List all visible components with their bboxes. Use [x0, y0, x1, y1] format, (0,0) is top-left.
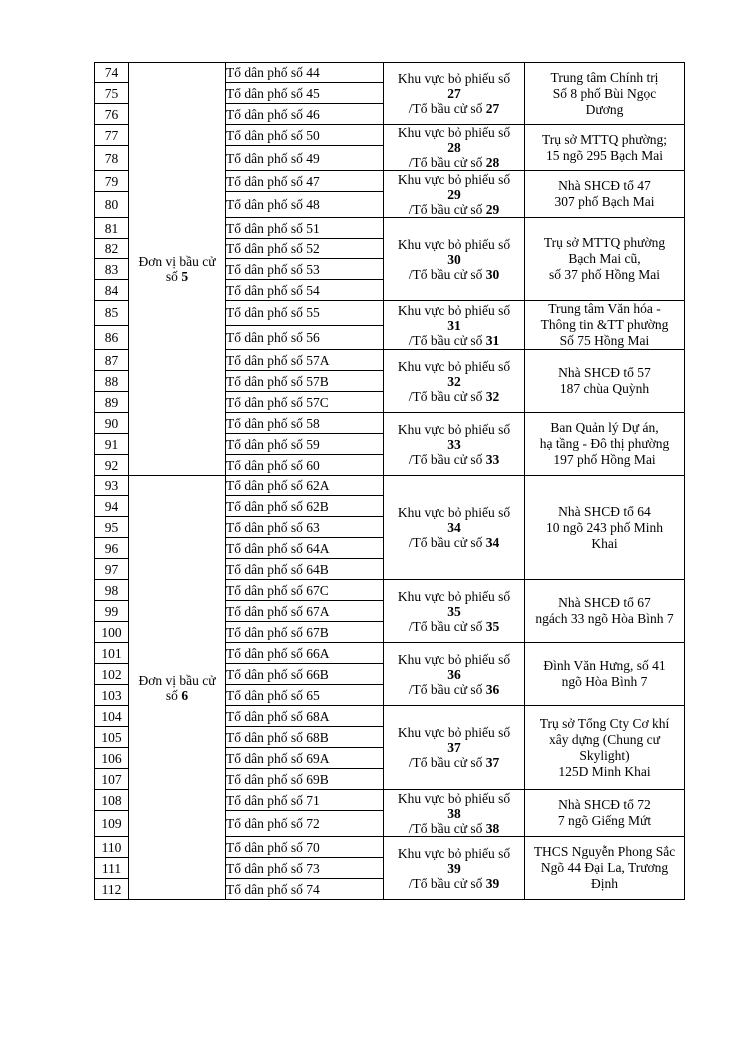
voting-area — [384, 218, 525, 301]
row-number: 94 — [95, 496, 129, 517]
residential-group: Tổ dân phố số 47 — [226, 171, 384, 192]
voting-location-line: Đình Văn Hưng, số 41 — [543, 658, 666, 673]
voting-location-line: Trụ sở MTTQ phường — [543, 235, 666, 250]
residential-group: Tổ dân phố số 74 — [226, 879, 384, 900]
residential-group: Tổ dân phố số 70 — [226, 837, 384, 858]
booth-number: 31 — [485, 332, 500, 348]
residential-group: Tổ dân phố số 59 — [226, 434, 384, 455]
voting-area-label: Khu vực bỏ phiếu số — [397, 725, 511, 740]
voting-location — [525, 301, 685, 350]
voting-location-line: Nhà SHCĐ tổ 64 — [558, 503, 651, 519]
voting-area-label: Khu vực bỏ phiếu số — [397, 651, 511, 667]
row-number: 76 — [95, 104, 129, 125]
residential-group: Tổ dân phố số 51 — [226, 218, 384, 239]
voting-location — [525, 706, 685, 790]
residential-group: Tổ dân phố số 57B — [226, 371, 384, 392]
voting-area-number: 27 — [447, 86, 461, 101]
voting-location-line: Khai — [591, 535, 618, 551]
residential-group: Tổ dân phố số 54 — [226, 280, 384, 301]
row-number: 88 — [95, 371, 129, 392]
voting-location — [525, 790, 685, 837]
election-unit — [129, 63, 226, 476]
voting-location — [525, 63, 685, 125]
table-body — [95, 63, 685, 900]
row-number: 74 — [95, 63, 129, 83]
booth-label: /Tổ bầu cử số — [408, 618, 483, 634]
row-number: 108 — [95, 790, 129, 811]
booth-label: /Tổ bầu cử số — [408, 875, 483, 891]
voting-area-number: 37 — [447, 740, 461, 755]
voting-location-line: Số 8 phố Bùi Ngọc — [552, 85, 657, 101]
voting-location — [525, 837, 685, 900]
voting-location — [525, 643, 685, 706]
voting-location-line: hạ tầng - Đô thị phường — [539, 436, 670, 451]
voting-location — [525, 580, 685, 643]
residential-group: Tổ dân phố số 45 — [226, 83, 384, 104]
election-unit-number: 6 — [181, 687, 189, 703]
row-number: 77 — [95, 125, 129, 146]
row-number: 98 — [95, 580, 129, 601]
booth-label: /Tổ bầu cử số — [408, 332, 483, 348]
election-unit-label: Đơn vị bầu cử — [138, 672, 216, 688]
booth-label: /Tổ bầu cử số — [408, 755, 483, 770]
table-row — [95, 476, 685, 496]
voting-area-number: 31 — [447, 317, 461, 333]
row-number: 85 — [95, 301, 129, 326]
booth-number: 35 — [485, 618, 500, 634]
booth-label: /Tổ bầu cử số — [408, 266, 483, 282]
voting-location-line: Số 75 Hồng Mai — [559, 333, 650, 348]
residential-group: Tổ dân phố số 66A — [226, 643, 384, 664]
residential-group: Tổ dân phố số 60 — [226, 455, 384, 476]
row-number: 91 — [95, 434, 129, 455]
booth-number: 32 — [485, 388, 500, 404]
residential-group: Tổ dân phố số 48 — [226, 192, 384, 218]
voting-location-line: Trung tâm Văn hóa - — [548, 301, 661, 316]
row-number: 96 — [95, 538, 129, 559]
voting-area-label: Khu vực bỏ phiếu số — [397, 171, 511, 187]
voting-area-number: 35 — [447, 603, 461, 619]
residential-group: Tổ dân phố số 68B — [226, 727, 384, 748]
booth-number: 27 — [485, 101, 500, 116]
booth-label: /Tổ bầu cử số — [408, 535, 483, 550]
voting-location — [525, 413, 685, 476]
voting-area-label: Khu vực bỏ phiếu số — [397, 845, 511, 861]
voting-area-number: 38 — [447, 805, 461, 821]
voting-area-label: Khu vực bỏ phiếu số — [397, 421, 511, 437]
residential-group: Tổ dân phố số 64B — [226, 559, 384, 580]
residential-group: Tổ dân phố số 71 — [226, 790, 384, 811]
voting-area — [384, 580, 525, 643]
voting-location-line: Dương — [585, 101, 624, 117]
voting-location-line: 307 phố Bạch Mai — [554, 194, 655, 209]
voting-area-label: Khu vực bỏ phiếu số — [397, 302, 511, 318]
residential-group: Tổ dân phố số 73 — [226, 858, 384, 879]
row-number: 81 — [95, 218, 129, 239]
voting-location-line: Trụ sở MTTQ phường; — [542, 131, 667, 147]
booth-number: 39 — [485, 875, 500, 891]
booth-label: /Tổ bầu cử số — [408, 201, 483, 217]
voting-area-label: Khu vực bỏ phiếu số — [397, 588, 511, 604]
voting-location-line: xây dựng (Chung cư — [549, 731, 660, 747]
voting-area-number: 36 — [447, 666, 461, 682]
row-number: 104 — [95, 706, 129, 727]
voting-area-number: 33 — [447, 436, 461, 452]
residential-group: Tổ dân phố số 57A — [226, 350, 384, 371]
voting-area-number: 30 — [447, 251, 461, 267]
row-number: 109 — [95, 811, 129, 837]
voting-location-line: ngách 33 ngõ Hòa Bình 7 — [535, 611, 674, 626]
residential-group: Tổ dân phố số 67B — [226, 622, 384, 643]
voting-area — [384, 837, 525, 900]
row-number: 103 — [95, 685, 129, 706]
voting-area-number: 39 — [447, 860, 461, 876]
row-number: 100 — [95, 622, 129, 643]
booth-number: 28 — [485, 155, 500, 170]
booth-number: 38 — [485, 820, 500, 836]
voting-location-line: Trụ sở Tổng Cty Cơ khí — [539, 715, 670, 731]
voting-location — [525, 171, 685, 218]
booth-number: 30 — [485, 266, 500, 282]
residential-group: Tổ dân phố số 53 — [226, 259, 384, 280]
booth-number: 37 — [485, 755, 500, 770]
row-number: 105 — [95, 727, 129, 748]
voting-location-line: 197 phố Hồng Mai — [553, 452, 656, 467]
row-number: 75 — [95, 83, 129, 104]
voting-location-line: 10 ngõ 243 phố Minh — [545, 519, 663, 535]
voting-location-line: Thông tin &TT phường — [540, 317, 669, 332]
voting-districts-table — [94, 62, 685, 900]
residential-group: Tổ dân phố số 52 — [226, 239, 384, 259]
row-number: 79 — [95, 171, 129, 192]
voting-location-line: Nhà SHCĐ tổ 57 — [558, 365, 651, 380]
voting-location-line: Nhà SHCĐ tổ 47 — [558, 178, 651, 193]
voting-location — [525, 476, 685, 580]
voting-location-line: 187 chùa Quỳnh — [559, 381, 650, 396]
row-number: 87 — [95, 350, 129, 371]
row-number: 112 — [95, 879, 129, 900]
row-number: 106 — [95, 748, 129, 769]
voting-area-number: 28 — [447, 140, 461, 155]
residential-group: Tổ dân phố số 66B — [226, 664, 384, 685]
residential-group: Tổ dân phố số 56 — [226, 325, 384, 350]
voting-location-line: Ngõ 44 Đại La, Trương — [540, 860, 669, 875]
voting-location-line: Trung tâm Chính trị — [550, 69, 659, 85]
residential-group: Tổ dân phố số 68A — [226, 706, 384, 727]
voting-location-line: Nhà SHCĐ tổ 72 — [558, 797, 651, 812]
booth-label: /Tổ bầu cử số — [408, 155, 483, 170]
booth-label: /Tổ bầu cử số — [408, 388, 483, 404]
voting-location — [525, 218, 685, 301]
voting-area-label: Khu vực bỏ phiếu số — [397, 505, 511, 520]
voting-area-number: 32 — [447, 373, 461, 389]
row-number: 99 — [95, 601, 129, 622]
voting-location-line: Ban Quản lý Dự án, — [550, 420, 659, 435]
row-number: 83 — [95, 259, 129, 280]
booth-number: 33 — [485, 451, 500, 467]
residential-group: Tổ dân phố số 62B — [226, 496, 384, 517]
residential-group: Tổ dân phố số 50 — [226, 125, 384, 146]
voting-area-number: 34 — [447, 520, 461, 535]
voting-area — [384, 643, 525, 706]
residential-group: Tổ dân phố số 62A — [226, 476, 384, 496]
row-number: 101 — [95, 643, 129, 664]
voting-location — [525, 350, 685, 413]
residential-group: Tổ dân phố số 69A — [226, 748, 384, 769]
election-unit-so: số — [165, 269, 178, 284]
residential-group: Tổ dân phố số 64A — [226, 538, 384, 559]
voting-area — [384, 171, 525, 218]
row-number: 80 — [95, 192, 129, 218]
voting-area — [384, 125, 525, 171]
election-unit-number: 5 — [181, 269, 189, 284]
row-number: 86 — [95, 325, 129, 350]
voting-location-line: Skylight) — [579, 747, 630, 763]
voting-area — [384, 63, 525, 125]
row-number: 90 — [95, 413, 129, 434]
voting-area — [384, 706, 525, 790]
voting-location-line: Nhà SHCĐ tổ 67 — [558, 595, 651, 610]
booth-label: /Tổ bầu cử số — [408, 451, 483, 467]
voting-location-line: THCS Nguyễn Phong Sắc — [533, 844, 676, 859]
election-unit-label: Đơn vị bầu cử — [138, 254, 216, 269]
table-row — [95, 63, 685, 83]
residential-group: Tổ dân phố số 44 — [226, 63, 384, 83]
voting-area-label: Khu vực bỏ phiếu số — [397, 125, 511, 140]
row-number: 107 — [95, 769, 129, 790]
booth-number: 29 — [485, 201, 500, 217]
residential-group: Tổ dân phố số 72 — [226, 811, 384, 837]
election-unit-so: số — [165, 687, 178, 703]
booth-label: /Tổ bầu cử số — [408, 681, 483, 697]
row-number: 97 — [95, 559, 129, 580]
voting-location-line: 7 ngõ Giếng Mứt — [557, 813, 652, 828]
row-number: 84 — [95, 280, 129, 301]
voting-area — [384, 790, 525, 837]
voting-area — [384, 301, 525, 350]
voting-area-number: 29 — [447, 186, 461, 202]
voting-location-line: 15 ngõ 295 Bạch Mai — [546, 147, 663, 163]
voting-location-line: ngõ Hòa Bình 7 — [561, 674, 648, 689]
booth-number: 34 — [485, 535, 500, 550]
voting-area-label: Khu vực bỏ phiếu số — [397, 790, 511, 806]
voting-area-label: Khu vực bỏ phiếu số — [397, 71, 511, 86]
residential-group: Tổ dân phố số 67C — [226, 580, 384, 601]
row-number: 110 — [95, 837, 129, 858]
row-number: 111 — [95, 858, 129, 879]
residential-group: Tổ dân phố số 69B — [226, 769, 384, 790]
booth-number: 36 — [485, 681, 500, 697]
residential-group: Tổ dân phố số 46 — [226, 104, 384, 125]
residential-group: Tổ dân phố số 49 — [226, 146, 384, 171]
voting-area — [384, 350, 525, 413]
voting-location-line: số 37 phố Hồng Mai — [549, 267, 660, 282]
residential-group: Tổ dân phố số 55 — [226, 301, 384, 326]
residential-group: Tổ dân phố số 57C — [226, 392, 384, 413]
voting-location-line: 125D Minh Khai — [558, 763, 651, 779]
row-number: 89 — [95, 392, 129, 413]
voting-area-label: Khu vực bỏ phiếu số — [397, 358, 511, 374]
voting-location-line: Bạch Mai cũ, — [568, 251, 641, 266]
voting-location — [525, 125, 685, 171]
row-number: 93 — [95, 476, 129, 496]
voting-area — [384, 413, 525, 476]
residential-group: Tổ dân phố số 65 — [226, 685, 384, 706]
residential-group: Tổ dân phố số 67A — [226, 601, 384, 622]
residential-group: Tổ dân phố số 63 — [226, 517, 384, 538]
voting-location-line: Định — [591, 876, 618, 891]
booth-label: /Tổ bầu cử số — [408, 820, 483, 836]
booth-label: /Tổ bầu cử số — [408, 101, 483, 116]
row-number: 78 — [95, 146, 129, 171]
voting-area-label: Khu vực bỏ phiếu số — [397, 236, 511, 252]
residential-group: Tổ dân phố số 58 — [226, 413, 384, 434]
election-unit — [129, 476, 226, 900]
row-number: 102 — [95, 664, 129, 685]
row-number: 92 — [95, 455, 129, 476]
voting-area — [384, 476, 525, 580]
row-number: 95 — [95, 517, 129, 538]
row-number: 82 — [95, 239, 129, 259]
